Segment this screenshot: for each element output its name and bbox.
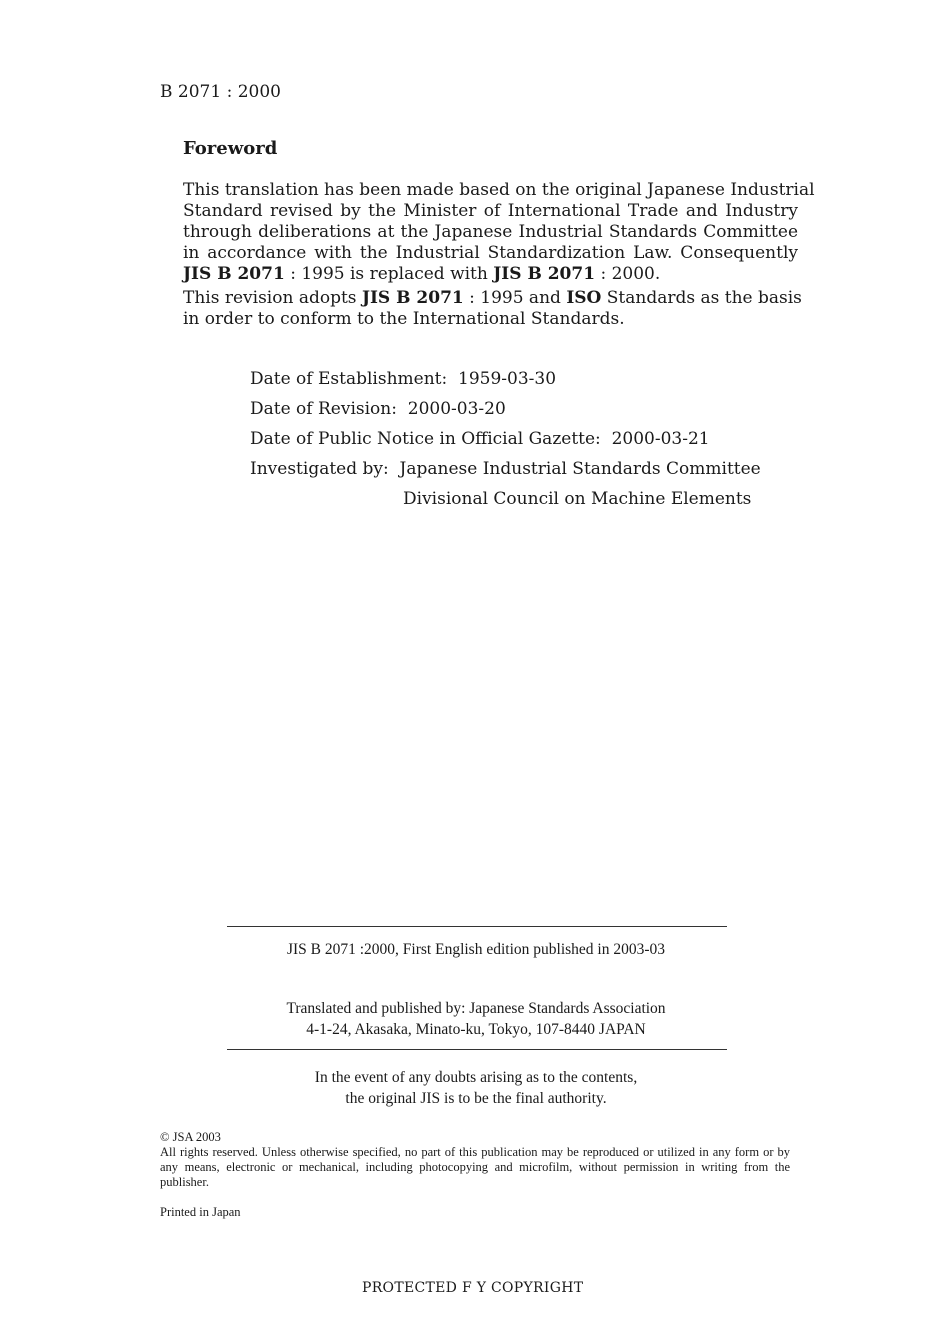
copyright-block: [160, 1130, 790, 1190]
copyright-symbol-line: © JSA 2003: [160, 1130, 221, 1144]
investigated-line-2: Divisional Council on Machine Elements: [403, 489, 752, 509]
jis-ref: JIS B 2071: [183, 264, 285, 284]
foreword-paragraph-2: [183, 288, 802, 330]
text: : 1995 is replaced with: [284, 264, 494, 284]
jis-ref: JIS B 2071: [361, 288, 464, 308]
foreword-paragraph-1: [183, 180, 815, 285]
text: : 1995 and: [463, 288, 567, 308]
revision-label: Date of Revision:: [250, 399, 397, 419]
p1-last-line: [183, 264, 798, 285]
publisher-line-1: Translated and published by: Japanese Standards Association: [286, 1000, 666, 1017]
notice-value: 2000-03-21: [611, 429, 710, 449]
p2-first-line: [183, 288, 802, 309]
iso-ref: ISO: [566, 288, 602, 308]
edition-line: JIS B 2071 :2000, First English edition published in 2003-03: [286, 941, 666, 958]
divider-bottom: [227, 1049, 727, 1050]
p1-line: Standard revised by the Minister of International Trade and Industry: [183, 201, 798, 221]
investigated-row: [250, 458, 761, 488]
text: : 2000.: [595, 264, 661, 284]
p2-last-line: in order to conform to the International Standards.: [183, 309, 625, 329]
establishment-row: [250, 368, 761, 398]
establishment-label: Date of Establishment:: [250, 369, 448, 389]
establishment-value: 1959-03-30: [458, 369, 557, 389]
text: Standards as the basis: [601, 288, 802, 308]
p1-line: This translation has been made based on the original Japanese Industrial: [183, 180, 815, 200]
notice-label: Date of Public Notice in Official Gazette:: [250, 429, 601, 449]
protected-footer: PROTECTED F Y COPYRIGHT: [362, 1280, 584, 1296]
investigated-line-1: Japanese Industrial Standards Committee: [399, 459, 761, 479]
investigated-row-continued: [250, 488, 761, 518]
printed-in: Printed in Japan: [160, 1205, 241, 1219]
text: This revision adopts: [183, 288, 362, 308]
publisher-block: [150, 998, 802, 1040]
authority-line-2: the original JIS is to be the final authority.: [345, 1090, 607, 1107]
p1-line: in accordance with the Industrial Standardization Law. Consequently: [183, 243, 798, 263]
publisher-line-2: 4-1-24, Akasaka, Minato-ku, Tokyo, 107-8440 JAPAN: [306, 1021, 646, 1038]
foreword-title: Foreword: [183, 138, 278, 159]
authority-line-1: In the event of any doubts arising as to the contents,: [314, 1069, 638, 1086]
revision-value: 2000-03-20: [407, 399, 506, 419]
p1-line: through deliberations at the Japanese Industrial Standards Committee: [183, 222, 798, 242]
authority-note: [150, 1067, 802, 1109]
divider-top: [227, 926, 727, 927]
document-id: B 2071 : 2000: [160, 82, 281, 102]
rights-statement: All rights reserved. Unless otherwise specified, no part of this publication may be reproduced or utilized in any form or by any means, electronic or mechanical, including photocopying and microfilm, without permission in writing from the publisher.: [160, 1145, 790, 1189]
investigated-label: Investigated by:: [250, 459, 389, 479]
revision-row: [250, 398, 761, 428]
dates-block: [250, 368, 761, 518]
jis-ref: JIS B 2071: [493, 264, 596, 284]
notice-row: [250, 428, 761, 458]
